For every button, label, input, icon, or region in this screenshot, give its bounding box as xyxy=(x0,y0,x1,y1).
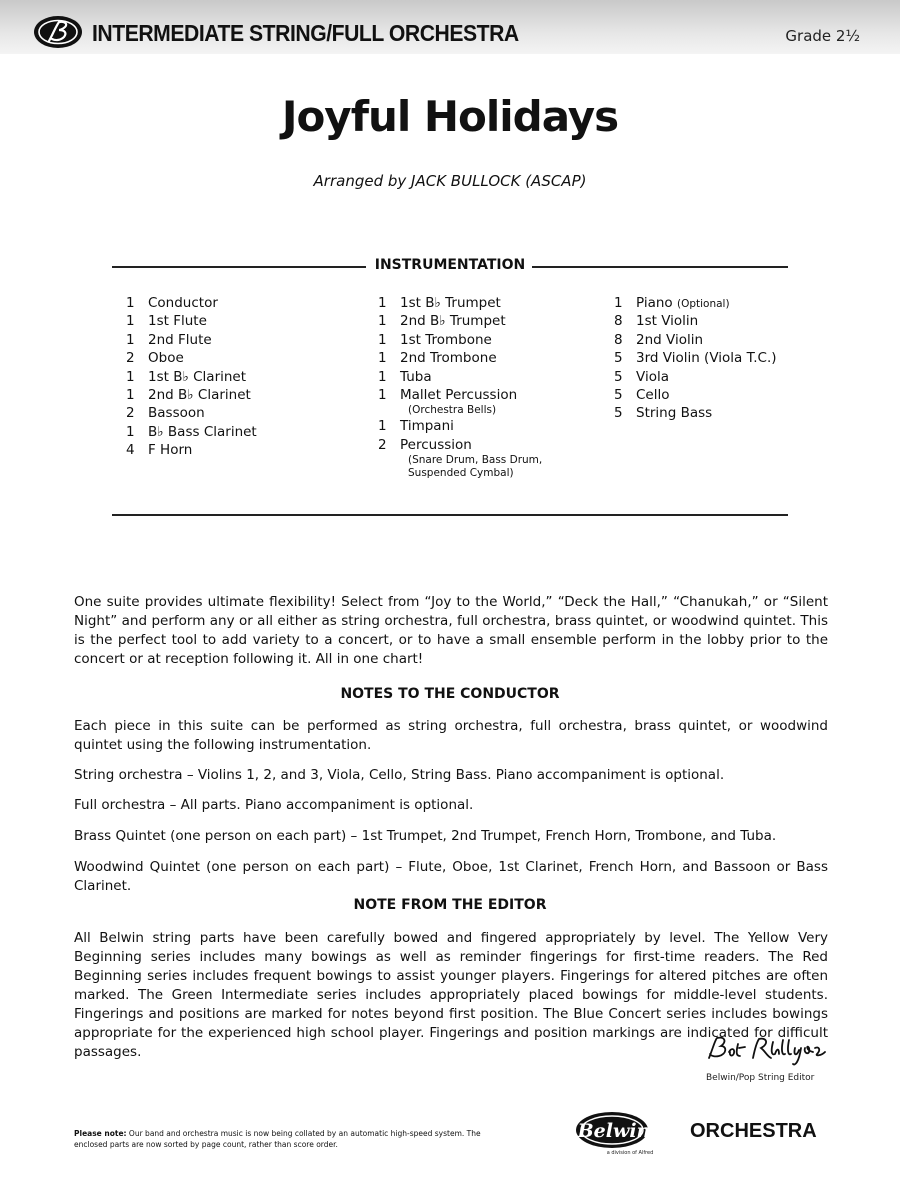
editor-signature xyxy=(705,1034,833,1068)
instrument-row xyxy=(126,441,257,459)
instrument-row xyxy=(126,386,257,404)
editor-note-paragraph: All Belwin string parts have been carefully bowed and fingered appropriately by level. The Yellow Very Beginning series includes many bowings as well as reminder fingerings for first-time readers. The Red Beginning series includes frequent bowings to assist younger players. Fingerings for altered pitches are often marked. The Green Intermediate series includes appropriately placed bowings for middle-level students. Fingerings and positions are marked for notes beyond first position. The Blue Concert series includes bowings appropriate for the experienced high school player. Fingerings and position markings are indicated for difficult passages. xyxy=(74,930,828,1060)
instrument-row xyxy=(378,312,542,330)
instrument-quantity: 1 xyxy=(378,331,387,348)
conductor-notes-paragraph: Woodwind Quintet (one person on each part) – Flute, Oboe, 1st Clarinet, French Horn, and Bassoon or Bass Clarinet. xyxy=(74,859,828,894)
belwin-b-logo xyxy=(32,14,84,50)
instrument-name: Oboe xyxy=(148,350,184,367)
instrument-quantity: 1 xyxy=(378,368,387,385)
instrument-quantity: 1 xyxy=(126,386,135,403)
instrument-row xyxy=(614,368,777,386)
instrument-quantity: 4 xyxy=(126,442,135,459)
instrument-quantity: 2 xyxy=(126,405,135,422)
instrument-row xyxy=(614,349,777,367)
instrument-quantity: 5 xyxy=(614,386,623,403)
instrument-name: 2nd Flute xyxy=(148,331,212,348)
instrument-name: Mallet Percussion xyxy=(400,386,518,403)
instrument-name: 1st B♭ Trumpet xyxy=(400,295,501,311)
arranger-credit: Arranged by JACK BULLOCK (ASCAP) xyxy=(313,172,587,190)
collation-note xyxy=(74,1128,514,1150)
intro-paragraph: One suite provides ultimate flexibility! Select from “Joy to the World,” “Deck the Hall,” “Chanukah,” or “Silent Night” and perform any or all either as string orchestra, full orchestra, brass quintet, or woodwind quintet. This is the perfect tool to add variety to a concert, or to have a small ensemble perform in the lobby prior to the concert or at reception following it. All in one chart! xyxy=(74,594,828,667)
instrument-row xyxy=(614,386,777,404)
instrument-row xyxy=(378,417,542,435)
brand-script: Belwin xyxy=(577,1120,651,1142)
instrument-name: Cello xyxy=(636,386,670,403)
divider-line xyxy=(112,514,788,516)
instrument-quantity: 5 xyxy=(614,350,623,367)
instrument-row xyxy=(378,331,542,349)
instrument-row xyxy=(614,331,777,349)
instrument-name: 1st Flute xyxy=(148,313,207,330)
conductor-notes-heading: NOTES TO THE CONDUCTOR xyxy=(340,686,560,702)
instrument-quantity: 1 xyxy=(378,295,387,311)
instrument-quantity: 2 xyxy=(378,436,387,453)
divider-line xyxy=(532,266,788,268)
instrument-optional-note: (Optional) xyxy=(676,298,730,310)
instrument-name: B♭ Bass Clarinet xyxy=(148,423,257,440)
instrument-name: 2nd Violin xyxy=(636,331,704,348)
instrument-quantity: 8 xyxy=(614,331,623,348)
instrument-name: Tuba xyxy=(400,368,432,385)
instrument-name: Percussion xyxy=(400,436,472,453)
instrument-row xyxy=(614,294,777,312)
instrument-row xyxy=(614,312,777,330)
instrument-detail: (Orchestra Bells) xyxy=(408,404,497,417)
instrument-quantity: 1 xyxy=(126,423,135,440)
conductor-notes-paragraph: Brass Quintet (one person on each part) – 1st Trumpet, 2nd Trumpet, French Horn, Trombone, and Tuba. xyxy=(74,828,777,844)
instrumentation-header xyxy=(112,257,788,275)
instrument-name: Piano xyxy=(636,295,673,311)
instrument-quantity: 8 xyxy=(614,313,623,330)
instrument-quantity: 1 xyxy=(378,418,387,435)
note-label: Please note: xyxy=(74,1129,127,1138)
instrument-row xyxy=(126,331,257,349)
instrument-quantity: 1 xyxy=(126,313,135,330)
note-text: Our band and orchestra music is now being collated by an automatic high-speed system. The enclosed parts are now sorted by page count, rather than score order. xyxy=(74,1129,481,1149)
instrument-name: String Bass xyxy=(636,405,713,422)
instrument-row xyxy=(378,368,542,386)
editor-credit: Belwin/Pop String Editor xyxy=(706,1073,815,1083)
instrument-detail: (Snare Drum, Bass Drum, xyxy=(408,454,543,467)
instrumentation-heading: INSTRUMENTATION xyxy=(374,257,526,273)
series-title: INTERMEDIATE STRING/FULL ORCHESTRA xyxy=(92,20,519,46)
editor-note-heading: NOTE FROM THE EDITOR xyxy=(353,897,547,913)
instrument-name: 2nd B♭ Clarinet xyxy=(148,386,251,403)
instrument-quantity: 1 xyxy=(614,295,623,311)
belwin-brand-logo xyxy=(574,1110,686,1156)
instrument-row xyxy=(378,436,542,454)
conductor-notes-paragraph: Full orchestra – All parts. Piano accompaniment is optional. xyxy=(74,797,474,813)
conductor-notes-paragraph: Each piece in this suite can be performed as string orchestra, full orchestra, brass quintet, or woodwind quintet using the following instrumentation. xyxy=(74,718,828,753)
instrument-row xyxy=(126,312,257,330)
instrument-row xyxy=(126,423,257,441)
instrument-row xyxy=(126,368,257,386)
instrument-quantity: 1 xyxy=(126,368,135,385)
instrument-name: 1st Violin xyxy=(636,313,699,330)
instrument-name: Viola xyxy=(636,368,669,385)
instrument-row xyxy=(126,349,257,367)
instrument-name: F Horn xyxy=(148,442,193,459)
instrument-name: Bassoon xyxy=(148,405,205,422)
instrument-row xyxy=(126,294,257,312)
instrument-row xyxy=(614,404,777,422)
instrument-row xyxy=(378,294,542,312)
instrument-row xyxy=(126,404,257,422)
instrument-quantity: 1 xyxy=(126,331,135,348)
instrument-quantity: 1 xyxy=(378,386,387,403)
brand-orchestra: ORCHESTRA xyxy=(690,1120,817,1142)
instrument-name: 1st Trombone xyxy=(400,331,492,348)
instrument-name: 2nd Trombone xyxy=(400,350,497,367)
instrument-detail: Suspended Cymbal) xyxy=(408,467,514,480)
grade-level: Grade 2½ xyxy=(785,27,860,45)
piece-title: Joyful Holidays xyxy=(281,92,619,141)
instrument-quantity: 5 xyxy=(614,405,623,422)
instrument-quantity: 1 xyxy=(378,313,387,330)
instrument-quantity: 5 xyxy=(614,368,623,385)
instrument-quantity: 1 xyxy=(126,295,135,311)
instrument-column-woodwinds xyxy=(126,294,257,460)
instrument-column-strings xyxy=(614,294,777,423)
brand-sub: a division of Alfred xyxy=(606,1150,654,1156)
instrument-name: 1st B♭ Clarinet xyxy=(148,368,247,385)
instrument-name: Conductor xyxy=(148,295,218,311)
instrument-row xyxy=(378,349,542,367)
instrument-row xyxy=(378,386,542,404)
instrument-name: 3rd Violin (Viola T.C.) xyxy=(636,350,777,367)
instrument-quantity: 2 xyxy=(126,350,135,367)
instrument-name: Timpani xyxy=(400,418,454,435)
instrument-name: 2nd B♭ Trumpet xyxy=(400,313,506,330)
conductor-notes-paragraph: String orchestra – Violins 1, 2, and 3, Viola, Cello, String Bass. Piano accompaniment is optional. xyxy=(74,767,725,783)
instrument-quantity: 1 xyxy=(378,350,387,367)
instrument-column-brass-percussion xyxy=(378,294,542,480)
